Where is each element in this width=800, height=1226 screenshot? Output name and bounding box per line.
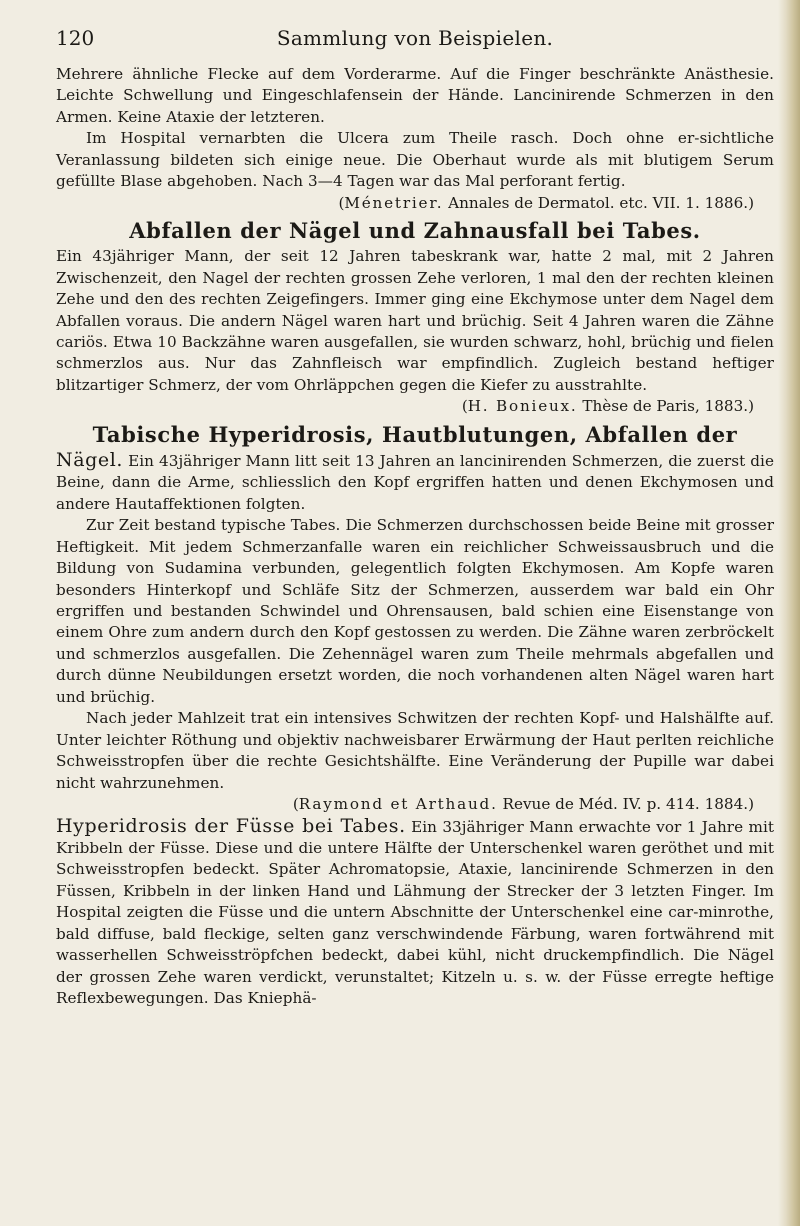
citation-author: Ménetrier. [344, 193, 444, 212]
case2-citation: (H. Bonieux. Thèse de Paris, 1883.) [461, 397, 754, 416]
case3-paragraph-2: Zur Zeit bestand typische Tabes. Die Schmerzen durchschossen beide Beine mit grosser Heftigkeit. Mit jedem Schmerzanfalle waren ein reichlicher Schweissausbruch und die Bildung von Sudamina verbunden, gelegentlich folgten Ekchymosen. Am Kopfe waren besonders Hinterkopf und Schläfe Sitz der Schmerzen, ausserdem war bald ein Ohr ergriffen und bestanden Schwindel und Ohrensausen, bald schien eine Eisenstange von einem Ohre zum andern durch den Kopf gestossen zu werden. Die Zähne waren zerbröckelt und schmerzlos ausgefallen. Die Zehennägel waren zum Theile mehrmals abgefallen und durch dünne Neubildungen ersetzt worden, die noch vorhandenen alten Nägel waren hart und brüchig. [56, 516, 774, 706]
case1-paragraph-2: Im Hospital vernarbten die Ulcera zum Theile rasch. Doch ohne er-sichtliche Veranlassung bildeten sich einige neue. Die Oberhaut wurde als mit blutigem Serum gefüllte Blase abgehoben. Nach 3—4 Tagen war das Mal perforant fertig. [56, 129, 774, 191]
case3-heading: Tabische Hyperidrosis, Hautblutungen, Abfallen der [92, 421, 738, 447]
case2-heading: Abfallen der Nägel und Zahnausfall bei Tabes. [129, 218, 701, 244]
case1-paragraph-1: Mehrere ähnliche Flecke auf dem Vorderarme. Auf die Finger beschränkte Anästhesie. Leichte Schwellung und Eingeschlafensein der Hände. Lancinirende Schmerzen in den Armen. Keine Ataxie der letzteren. [56, 65, 774, 126]
case2-paragraph-1: Ein 43jähriger Mann, der seit 12 Jahren tabeskrank war, hatte 2 mal, mit 2 Jahren Zwischenzeit, den Nagel der rechten grossen Zehe verloren, 1 mal den der rechten kleinen Zehe und den des rechten Zeigefingers. Immer ging eine Ekchymose unter dem Nagel dem Abfallen voraus. Die andern Nägel waren hart und brüchig. Seit 4 Jahren waren die Zähne cariös. Etwa 10 Backzähne waren ausgefallen, sie wurden schwarz, hohl, brüchig und fielen schmerzlos aus. Nur das Zahnfleisch war empfindlich. Zugleich bestand heftiger blitzartiger Schmerz, der vom Ohrläppchen gegen die Kiefer zu ausstrahlte. [56, 247, 774, 394]
case4-paragraph-1 [56, 816, 774, 1010]
citation-source: Annales de Dermatol. etc. VII. 1. 1886.) [443, 193, 754, 212]
citation-author: H. Bonieux. [467, 397, 578, 416]
page-header [56, 20, 774, 54]
case3-heading-continued: Nägel. [56, 448, 124, 471]
case3-citation: (Raymond et Arthaud. Revue de Méd. IV. p. 414. 1884.) [292, 795, 754, 814]
case1-citation: (Ménetrier. Annales de Dermatol. etc. VII. 1. 1886.) [338, 193, 754, 212]
citation-author: Raymond et Arthaud. [298, 795, 498, 814]
citation-source: Thèse de Paris, 1883.) [577, 397, 754, 416]
running-title: Sammlung von Beispielen. [276, 26, 554, 50]
book-page [56, 20, 774, 1010]
case3-paragraph-1-text: Ein 43jähriger Mann litt seit 13 Jahren an lancinirenden Schmerzen, die zuerst die Beine, dann die Arme, schliesslich den Kopf ergriffen hatten und denen Ekchymosen und andere Hautaffektionen folgten. [56, 451, 774, 513]
page-edge-shadow [778, 0, 800, 1226]
citation-source: Revue de Méd. IV. p. 414. 1884.) [497, 795, 754, 814]
page-number: 120 [56, 26, 95, 50]
case4-heading: Hyperidrosis der Füsse bei Tabes. [56, 814, 406, 837]
case3-paragraph-3: Nach jeder Mahlzeit trat ein intensives Schwitzen der rechten Kopf- und Halshälfte auf. Unter leichter Röthung und objektiv nachweisbarer Erwärmung der Haut perlten reichliche Schweisstropfen über die rechte Gesichtshälfte. Eine Veränderung der Pupille war dabei nicht wahrzunehmen. [56, 709, 774, 792]
case3-paragraph-1 [56, 450, 774, 515]
case4-paragraph-1-text: Ein 33jähriger Mann erwachte vor 1 Jahre mit Kribbeln der Füsse. Diese und die untere Hälfte der Unterschenkel waren geröthet und mit Schweisstropfen bedeckt. Später Achromatopsie, Ataxie, lancinirende Schmerzen in den Füssen, Kribbeln in der linken Hand und Lähmung der Strecker der 3 letzten Finger. Im Hospital zeigten die Füsse und die untern Abschnitte der Unterschenkel eine car-minrothe, bald diffuse, bald fleckige, selten ganz verschwindende Färbung, waren fortwährend mit wasserhellen Schweisströpfchen bedeckt, dabei kühl, nicht druckempfindlich. Die Nägel der grossen Zehe waren verdickt, verunstaltet; Kitzeln u. s. w. der Füsse erregte heftige Reflexbewegungen. Das Kniephä- [56, 817, 775, 1008]
